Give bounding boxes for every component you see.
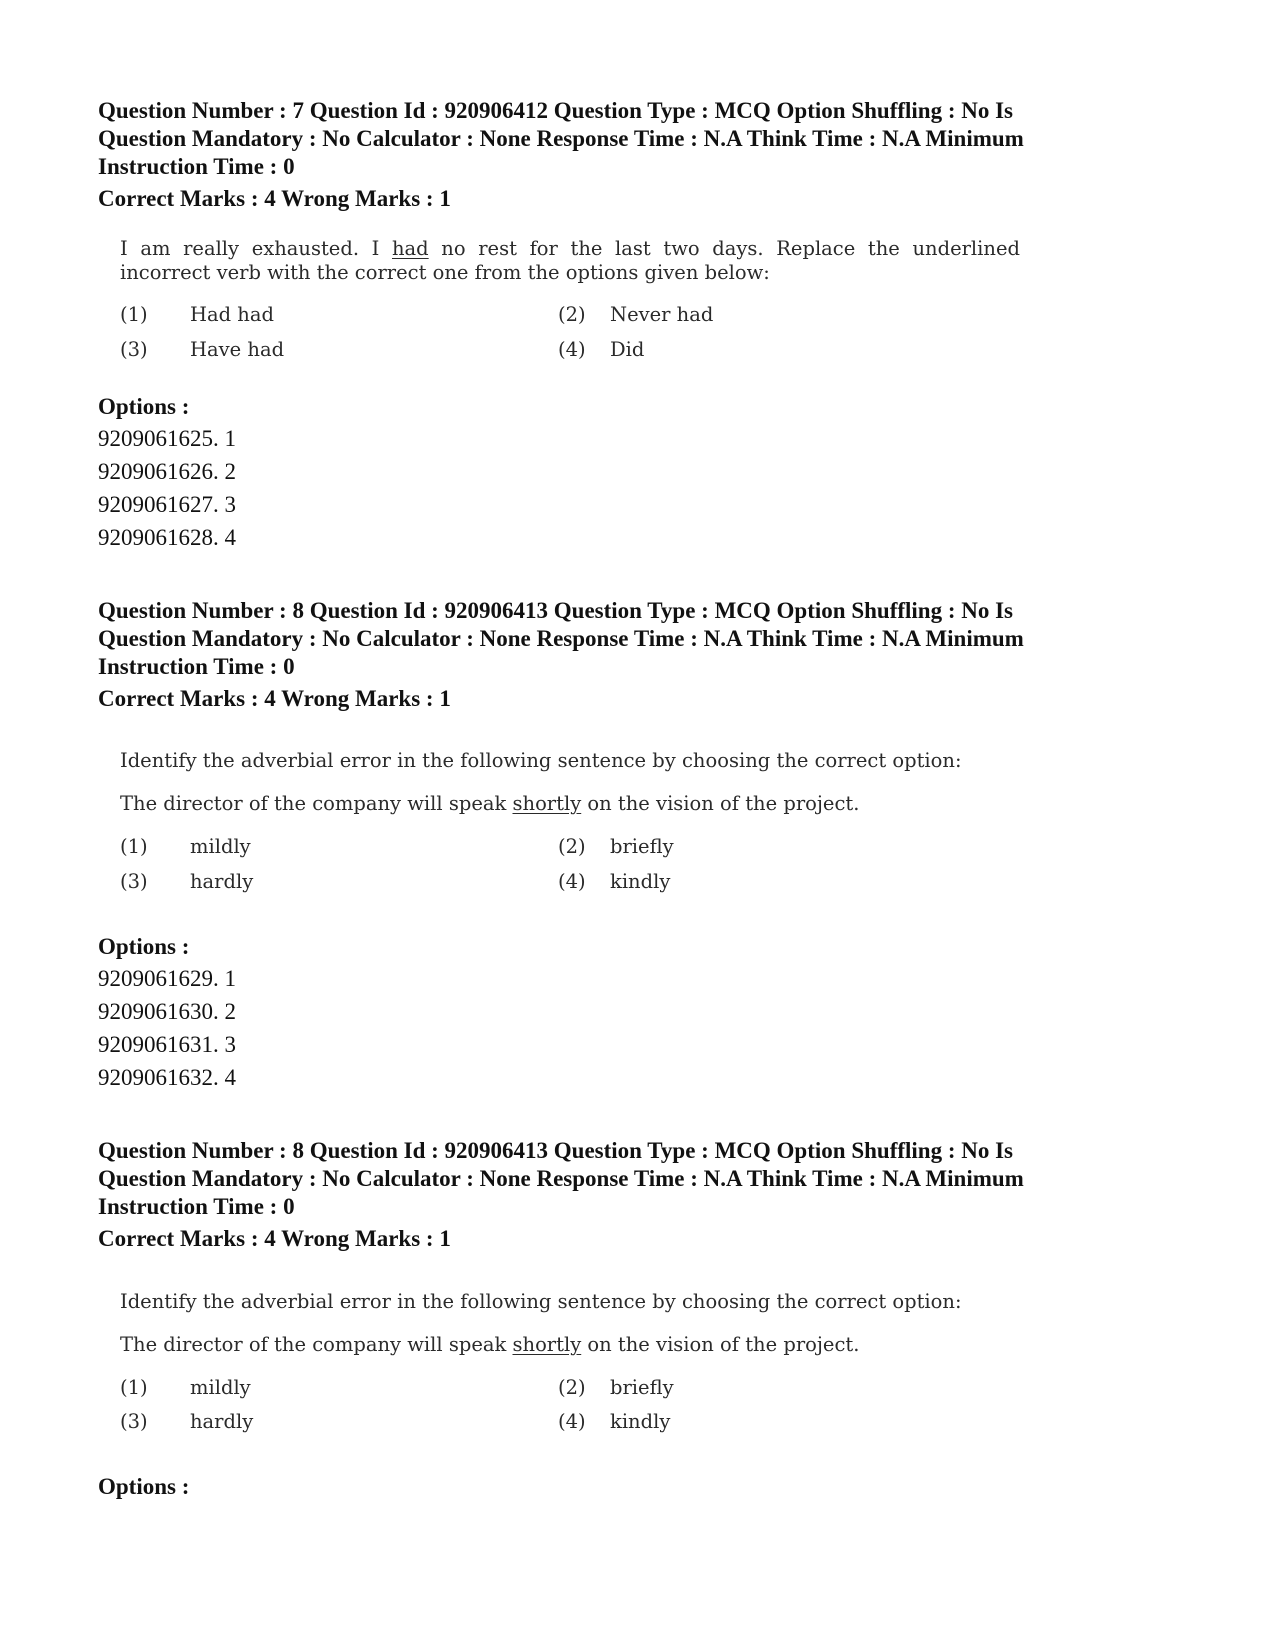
underlined-word: shortly: [512, 792, 582, 815]
options-label: Options :: [98, 394, 190, 419]
choice-2: (2) Never had: [558, 303, 714, 326]
choice-4: (4) kindly: [558, 870, 671, 893]
option-id: 9209061631. 3: [98, 1032, 236, 1057]
stem-line: The director of the company will speak shortly on the vision of the project.: [120, 792, 860, 815]
option-id: 9209061626. 2: [98, 459, 236, 484]
choice-3: (3) Have had: [120, 338, 285, 361]
option-id: 9209061629. 1: [98, 966, 236, 991]
option-id: 9209061632. 4: [98, 1065, 236, 1090]
meta-line: Question Mandatory : No Calculator : None Response Time : N.A Think Time : N.A Minimum: [98, 626, 1024, 651]
stem-line: I am really exhausted. I had no rest for the last two days. Replace the underlined: [120, 237, 1020, 260]
marks-line: Correct Marks : 4 Wrong Marks : 1: [98, 686, 451, 711]
meta-line: Instruction Time : 0: [98, 1194, 295, 1219]
underlined-word: shortly: [512, 1333, 582, 1356]
meta-line: Question Mandatory : No Calculator : None Response Time : N.A Think Time : N.A Minimum: [98, 1166, 1024, 1191]
options-label: Options :: [98, 934, 190, 959]
choice-1: (1) mildly: [120, 1376, 251, 1399]
choice-2: (2) briefly: [558, 1376, 674, 1399]
choice-3: (3) hardly: [120, 1410, 254, 1433]
option-id: 9209061625. 1: [98, 426, 236, 451]
option-id: 9209061627. 3: [98, 492, 236, 517]
marks-line: Correct Marks : 4 Wrong Marks : 1: [98, 1226, 451, 1251]
choice-4: (4) kindly: [558, 1410, 671, 1433]
stem-line: Identify the adverbial error in the following sentence by choosing the correct option:: [120, 749, 962, 772]
question-meta: [98, 1137, 1218, 1221]
meta-line: Question Number : 7 Question Id : 920906412 Question Type : MCQ Option Shuffling : No Is: [98, 98, 1014, 123]
meta-line: Instruction Time : 0: [98, 154, 295, 179]
choice-2: (2) briefly: [558, 835, 674, 858]
marks-line: Correct Marks : 4 Wrong Marks : 1: [98, 186, 451, 211]
meta-line: Question Mandatory : No Calculator : None Response Time : N.A Think Time : N.A Minimum: [98, 126, 1024, 151]
option-id: 9209061628. 4: [98, 525, 236, 550]
underlined-word: had: [392, 237, 429, 260]
stem-line: incorrect verb with the correct one from the options given below:: [120, 261, 770, 284]
meta-line: Instruction Time : 0: [98, 654, 295, 679]
option-id: 9209061630. 2: [98, 999, 236, 1024]
stem-line: Identify the adverbial error in the following sentence by choosing the correct option:: [120, 1290, 962, 1313]
choice-1: (1) Had had: [120, 303, 274, 326]
options-label: Options :: [98, 1474, 190, 1499]
choice-3: (3) hardly: [120, 870, 254, 893]
meta-line: Question Number : 8 Question Id : 920906413 Question Type : MCQ Option Shuffling : No Is: [98, 598, 1014, 623]
choice-1: (1) mildly: [120, 835, 251, 858]
stem-line: The director of the company will speak shortly on the vision of the project.: [120, 1333, 860, 1356]
question-meta: [98, 97, 1218, 181]
meta-line: Question Number : 8 Question Id : 920906413 Question Type : MCQ Option Shuffling : No Is: [98, 1138, 1014, 1163]
question-meta: [98, 597, 1218, 681]
choice-4: (4) Did: [558, 338, 645, 361]
